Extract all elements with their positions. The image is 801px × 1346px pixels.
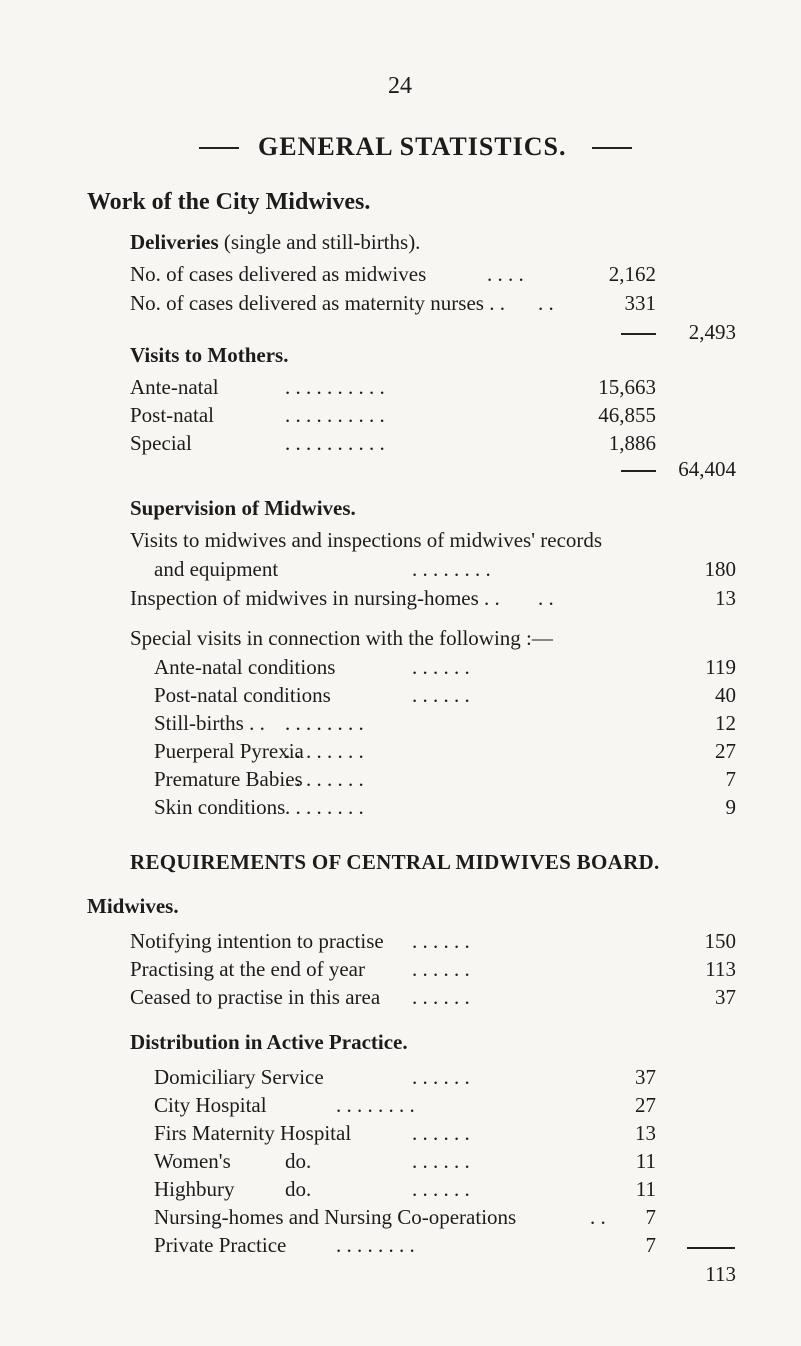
work-section-title: Work of the City Midwives. [87, 189, 371, 215]
deliveries-row-dots: . . [538, 291, 554, 315]
distribution-row-dots: . . . . . . [412, 1149, 470, 1173]
inspection-dots: . . [538, 586, 554, 610]
distribution-row-label: Domiciliary Service [154, 1065, 324, 1089]
midwives-row-dots: . . . . . . [412, 929, 470, 953]
header-dash-right [592, 147, 632, 149]
supervision-heading: Supervision of Midwives. [130, 496, 356, 520]
visits-heading: Visits to Mothers. [130, 343, 289, 367]
distribution-row-label: City Hospital [154, 1093, 267, 1117]
special-visits-intro: Special visits in connection with the following :— [130, 626, 553, 650]
special-row-label: Ante-natal conditions [154, 655, 336, 679]
visits-row-value: 15,663 [598, 375, 656, 399]
visits-row-dots: . . . . . . . . . . [285, 403, 385, 427]
header-dash-left [199, 147, 239, 149]
deliveries-row-label: No. of cases delivered as midwives [130, 262, 427, 286]
deliveries-heading-line [130, 232, 420, 253]
special-row-value: 27 [715, 739, 736, 763]
special-row-dots: . . . . . . . . [285, 767, 364, 791]
special-row-label: Still-births . . [154, 711, 265, 735]
supervision-visits-value: 180 [704, 557, 736, 581]
visits-row-label: Special [130, 431, 192, 455]
special-row-label: Puerperal Pyrexia [154, 739, 304, 763]
special-row-value: 119 [705, 655, 736, 679]
distribution-row-value: 7 [645, 1205, 656, 1229]
visits-row-label: Ante-natal [130, 375, 219, 399]
special-row-value: 9 [725, 795, 736, 819]
distribution-row-value: 11 [635, 1149, 656, 1173]
visits-row-value: 1,886 [608, 431, 656, 455]
supervision-visits-label-1: Visits to midwives and inspections of midwives' records [130, 528, 603, 552]
deliveries-row-value: 331 [624, 291, 656, 315]
deliveries-note: (single and still-births). [223, 230, 421, 254]
distribution-row-ditto: do. [285, 1177, 312, 1201]
special-row-label: Premature Babies [154, 767, 303, 791]
deliveries-row-label: No. of cases delivered as maternity nurses . . [130, 291, 505, 315]
deliveries-total: 2,493 [688, 320, 736, 344]
visits-row-dots: . . . . . . . . . . [285, 375, 385, 399]
distribution-total: 113 [705, 1262, 736, 1286]
inspection-value: 13 [715, 586, 736, 610]
visits-row-label: Post-natal [130, 403, 214, 427]
special-row-label: Post-natal conditions [154, 683, 331, 707]
midwives-heading: Midwives. [87, 894, 179, 918]
special-row-dots: . . . . . . [412, 683, 470, 707]
deliveries-heading: Deliveries [130, 230, 219, 254]
distribution-rule [687, 1247, 735, 1249]
distribution-row-value: 11 [635, 1177, 656, 1201]
midwives-row-value: 113 [705, 957, 736, 981]
deliveries-row-dots: . . . . [487, 262, 524, 286]
distribution-row-dots: . . . . . . [412, 1065, 470, 1089]
distribution-row-dots: . . [590, 1205, 606, 1229]
distribution-row-label: Highbury [154, 1177, 235, 1201]
midwives-row-value: 37 [715, 985, 736, 1009]
deliveries-row-value: 2,162 [608, 262, 656, 286]
special-row-label: Skin conditions [154, 795, 286, 819]
page-number: 24 [388, 73, 412, 99]
distribution-row-label: Private Practice [154, 1233, 287, 1257]
distribution-row-dots: . . . . . . [412, 1177, 470, 1201]
special-row-value: 40 [715, 683, 736, 707]
distribution-row-value: 27 [635, 1093, 656, 1117]
supervision-visits-label-2: and equipment [154, 557, 279, 581]
distribution-row-value: 37 [635, 1065, 656, 1089]
distribution-row-dots: . . . . . . . . [336, 1093, 415, 1117]
distribution-row-label: Firs Maternity Hospital [154, 1121, 352, 1145]
distribution-row-dots: . . . . . . [412, 1121, 470, 1145]
midwives-row-dots: . . . . . . [412, 957, 470, 981]
distribution-row-ditto: do. [285, 1149, 312, 1173]
inspection-label: Inspection of midwives in nursing-homes . . [130, 586, 500, 610]
page-header: GENERAL STATISTICS. [258, 132, 567, 161]
visits-row-value: 46,855 [598, 403, 656, 427]
midwives-row-label: Practising at the end of year [130, 957, 365, 981]
distribution-row-value: 13 [635, 1121, 656, 1145]
midwives-row-value: 150 [704, 929, 736, 953]
distribution-row-value: 7 [645, 1233, 656, 1257]
midwives-row-dots: . . . . . . [412, 985, 470, 1009]
supervision-visits-dots: . . . . . . . . [412, 557, 491, 581]
special-row-dots: . . . . . . . . [285, 739, 364, 763]
special-row-value: 12 [715, 711, 736, 735]
distribution-heading: Distribution in Active Practice. [130, 1030, 408, 1054]
visits-total: 64,404 [678, 457, 736, 481]
special-row-dots: . . . . . . . . [285, 711, 364, 735]
visits-row-dots: . . . . . . . . . . [285, 431, 385, 455]
requirements-title: REQUIREMENTS OF CENTRAL MIDWIVES BOARD. [130, 850, 660, 874]
midwives-row-label: Ceased to practise in this area [130, 985, 381, 1009]
distribution-row-label: Women's [154, 1149, 231, 1173]
special-row-value: 7 [725, 767, 736, 791]
distribution-row-label: Nursing-homes and Nursing Co-operations [154, 1205, 517, 1229]
special-row-dots: . . . . . . [412, 655, 470, 679]
distribution-row-dots: . . . . . . . . [336, 1233, 415, 1257]
midwives-row-label: Notifying intention to practise [130, 929, 384, 953]
special-row-dots: . . . . . . . . [285, 795, 364, 819]
